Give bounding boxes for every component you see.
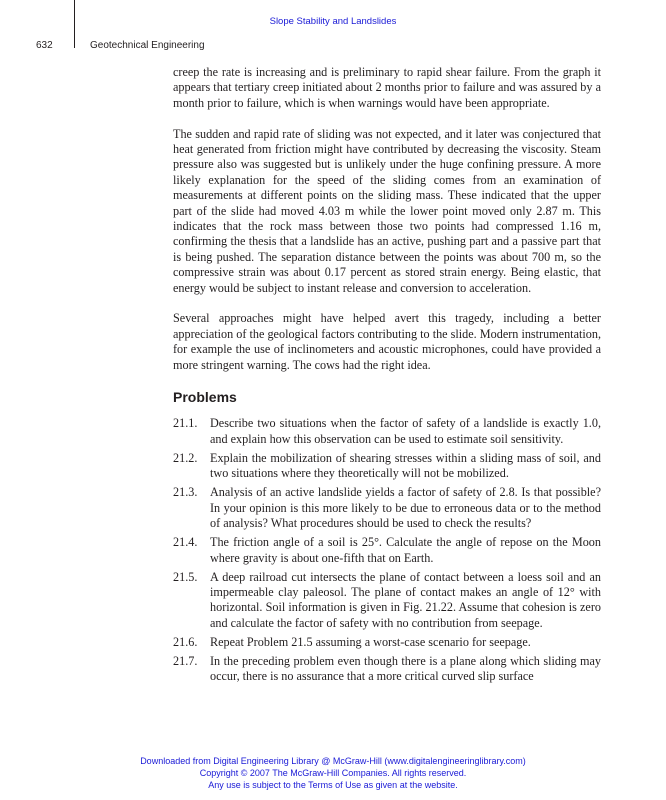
problem-text: Repeat Problem 21.5 assuming a worst-case scenario for seepage. bbox=[210, 634, 531, 649]
problem-number: 21.3. bbox=[173, 485, 198, 500]
problem-number: 21.6. bbox=[173, 634, 198, 649]
paragraph: The sudden and rapid rate of sliding was not expected, and it later was conjectured that heat generated from friction might have contributed by decreasing the viscosity. Steam pressure also was suggested but is unlikely under the huge confining pressure. A more likely explanation for the speed of the sliding comes from an examination of measurements at different points on the sliding mass. These indicated that the upper part of the slide had moved 4.03 m while the lower point moved only 2.87 m. This indicates that the rock mass between those two points had compressed 1.16 m, confirming the thesis that a landslide has an active, pushing part and a passive part that is being pushed. The separation distance between the points was about 700 m, so the compressive strain was about 0.17 percent as stored strain energy. Being elastic, that energy would be subject to instant release and conversion to acceleration. bbox=[173, 126, 601, 295]
problem-number: 21.5. bbox=[173, 569, 198, 584]
problem-text: Describe two situations when the factor of safety of a landslide is exactly 1.0, and explain how this observation can be used to estimate soil sensitivity. bbox=[210, 416, 601, 446]
book-title: Geotechnical Engineering bbox=[90, 40, 205, 51]
running-title: Slope Stability and Landslides bbox=[269, 16, 397, 27]
problem-item bbox=[173, 416, 601, 447]
problem-item bbox=[173, 451, 601, 482]
problem-text: In the preceding problem even though there is a plane along which sliding may occur, there is no assurance that a more critical curved slip surface bbox=[210, 653, 601, 684]
problem-list bbox=[173, 416, 601, 684]
problems-heading: Problems bbox=[173, 389, 237, 406]
header-divider bbox=[74, 0, 75, 48]
page-number: 632 bbox=[36, 40, 53, 51]
problem-item bbox=[173, 570, 601, 632]
problem-number: 21.7. bbox=[173, 653, 198, 668]
problem-number: 21.1. bbox=[173, 416, 198, 431]
footer-terms-link[interactable]: Any use is subject to the Terms of Use as given at the website. bbox=[208, 780, 458, 790]
problem-text: Analysis of an active landslide yields a factor of safety of 2.8. Is that possible? In your opinion is this more likely to be due to erroneous data or to the method of analysis? What procedures should be used to check the results? bbox=[210, 485, 601, 531]
problem-item bbox=[173, 535, 601, 566]
problem-text: Explain the mobilization of shearing stresses within a sliding mass of soil, and two situations where they theoretically will not be mobilized. bbox=[210, 450, 601, 481]
problem-text: A deep railroad cut intersects the plane of contact between a loess soil and an impermeable clay paleosol. The plane of contact makes an angle of 12° with horizontal. Soil information is given in Fig. 21.22. Assume that cohesion is zero and calculate the factor of safety with no contribution from seepage. bbox=[210, 569, 601, 630]
problem-text: The friction angle of a soil is 25°. Calculate the angle of repose on the Moon where gravity is about one-fifth that on Earth. bbox=[210, 535, 601, 565]
problem-number: 21.2. bbox=[173, 450, 198, 465]
problem-item bbox=[173, 654, 601, 685]
problem-number: 21.4. bbox=[173, 535, 198, 550]
page-body bbox=[173, 65, 601, 688]
paragraph: creep the rate is increasing and is preliminary to rapid shear failure. From the graph it appears that tertiary creep initiated about 2 months prior to failure and was assured by a month prior to failure, which is when warnings would have been appropriate. bbox=[173, 65, 601, 110]
paragraph: Several approaches might have helped avert this tragedy, including a better appreciation of the geological factors contributing to the slide. Modern instrumentation, for example the use of inclinometers and acoustic microphones, could have provided a more stringent warning. The cows had the right idea. bbox=[173, 311, 601, 372]
footer-copyright: Copyright © 2007 The McGraw-Hill Companies. All rights reserved. bbox=[199, 768, 467, 778]
problem-item bbox=[173, 635, 601, 650]
footer-download-link[interactable]: Downloaded from Digital Engineering Library @ McGraw-Hill (www.digitalengineeringlibrary.com) bbox=[140, 756, 526, 766]
problem-item bbox=[173, 485, 601, 531]
